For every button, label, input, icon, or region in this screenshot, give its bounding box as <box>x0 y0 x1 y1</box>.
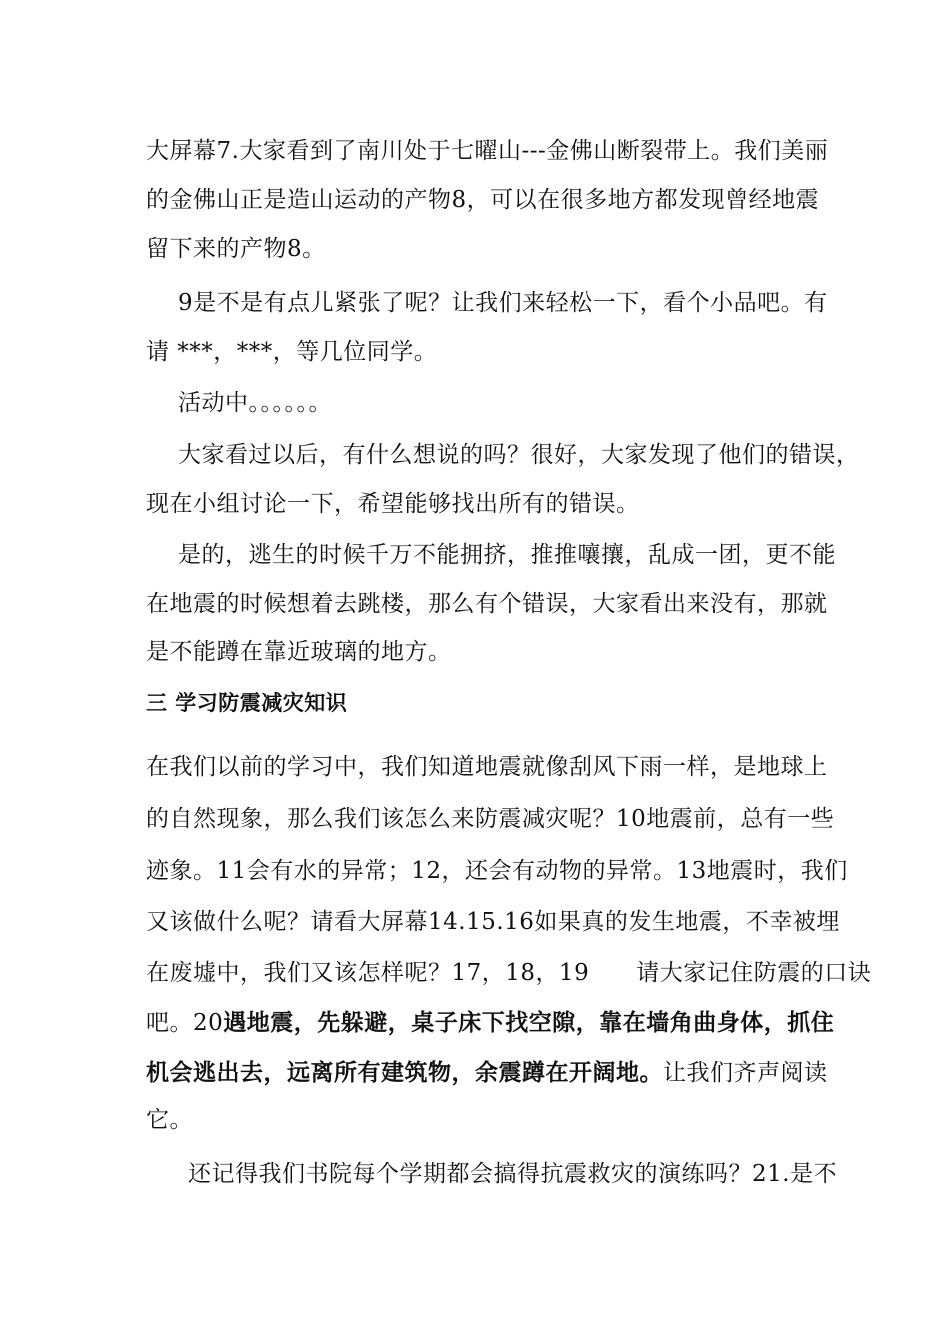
paragraph-line: 又该做什么呢？请看大屏幕14.15.16如果真的发生地震，不幸被埋 <box>146 909 840 935</box>
rhyme-line <box>146 1058 828 1088</box>
paragraph-line: 大屏幕7.大家看到了南川处于七曜山---金佛山断裂带上。我们美丽 <box>146 138 829 164</box>
paragraph-line: 在地震的时候想着去跳楼，那么有个错误，大家看出来没有，那就 <box>146 591 828 617</box>
paragraph-line: 活动中。。。。。。 <box>178 390 332 416</box>
rhyme-lead: 吧。20 <box>146 1010 224 1036</box>
paragraph-line: 还记得我们书院每个学期都会搞得抗震救灾的演练吗？21.是不 <box>188 1161 838 1187</box>
paragraph-line: 在我们以前的学习中，我们知道地震就像刮风下雨一样，是地球上 <box>146 754 828 780</box>
paragraph-line: 是的，逃生的时候千万不能拥挤，推推嚷攘，乱成一团，更不能 <box>178 542 836 568</box>
paragraph-line: 迹象。11会有水的异常；12，还会有动物的异常。13地震时，我们 <box>146 858 848 884</box>
rhyme-tail: 让我们齐声阅读 <box>663 1060 828 1086</box>
rhyme-bold-text: 遇地震，先躲避，桌子床下找空隙，靠在墙角曲身体，抓住 <box>223 1009 835 1036</box>
rhyme-bold-text: 机会逃出去，远离所有建筑物，余震蹲在开阔地。 <box>146 1059 663 1086</box>
paragraph-line: 留下来的产物8。 <box>146 236 326 262</box>
paragraph-line: 的自然现象，那么我们该怎么来防震减灾呢？10地震前，总有一些 <box>146 806 835 832</box>
paragraph-line: 大家看过以后，有什么想说的吗？很好，大家发现了他们的错误， <box>178 442 860 468</box>
paragraph-line: 是不能蹲在靠近玻璃的地方。 <box>146 639 452 665</box>
section-heading: 三 学习防震减灾知识 <box>146 691 348 715</box>
rhyme-line <box>146 1008 834 1038</box>
paragraph-line: 它。 <box>146 1107 193 1133</box>
paragraph-line: 9是不是有点儿紧张了呢？让我们来轻松一下，看个小品吧。有 <box>178 290 828 316</box>
paragraph-line: 现在小组讨论一下，希望能够找出所有的错误。 <box>146 491 640 517</box>
paragraph-line: 的金佛山正是造山运动的产物8，可以在很多地方都发现曾经地震 <box>146 187 820 213</box>
paragraph-line: 请 ***，***，等几位同学。 <box>146 339 438 365</box>
paragraph-line: 在废墟中，我们又该怎样呢？17，18，19 请大家记住防震的口诀 <box>146 960 872 986</box>
